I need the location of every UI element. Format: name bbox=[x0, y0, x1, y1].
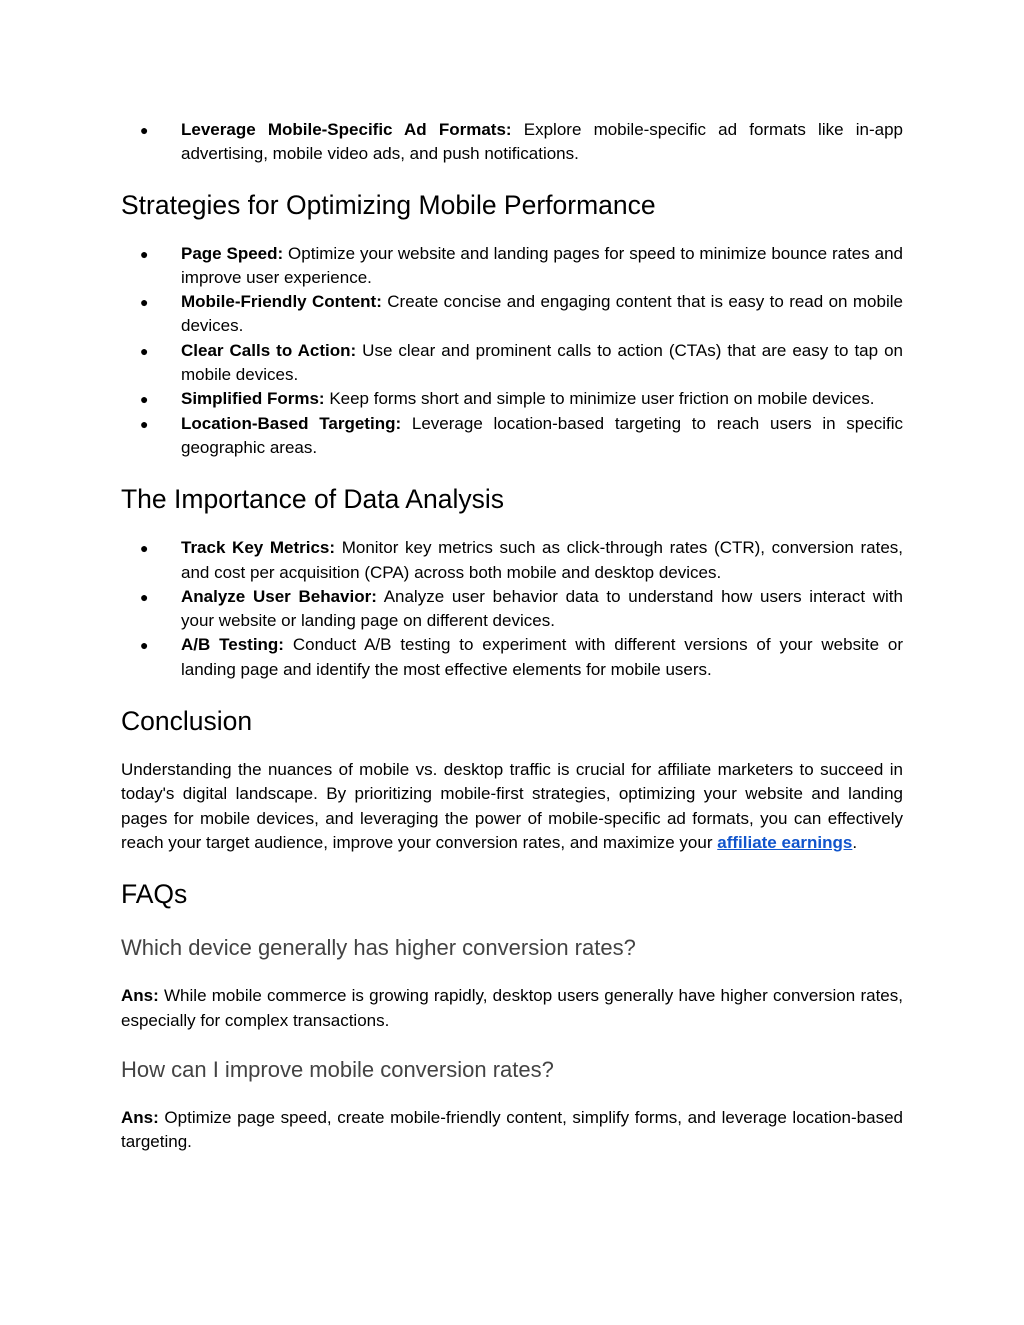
conclusion-text: Understanding the nuances of mobile vs. desktop traffic is crucial for affiliate marketers to succeed in today's digital landscape. By prioritizing mobile-first strategies, optimizing your website and landing pages for mobile devices, and leveraging the power of mobile-specific ad formats, you can effectively reach your target audience, improve your conversion rates, and maximize your bbox=[121, 760, 903, 852]
bullet-icon: ● bbox=[140, 588, 149, 605]
list-item-text: Keep forms short and simple to minimize user friction on mobile devices. bbox=[329, 389, 875, 409]
list-item-text: Monitor key metrics such as click-through rates (CTR), conversion rates, and cost per acquisition (CPA) across both mobile and desktop devices. bbox=[181, 538, 904, 582]
bullet-icon: ● bbox=[140, 342, 149, 359]
list-item-text: Optimize your website and landing pages for speed to minimize bounce rates and improve user experience. bbox=[181, 243, 903, 287]
strategies-list bbox=[121, 242, 903, 461]
faq-answer-text: While mobile commerce is growing rapidly, desktop users generally have higher conversion rates, especially for complex transactions. bbox=[121, 986, 903, 1030]
list-item-term: Clear Calls to Action: bbox=[181, 340, 357, 360]
faq-answer-text: Optimize page speed, create mobile-friendly content, simplify forms, and leverage location-based targeting. bbox=[121, 1107, 903, 1152]
list-item-text: Use clear and prominent calls to action (CTAs) that are easy to tap on mobile devices. bbox=[181, 340, 903, 385]
list-item bbox=[121, 118, 903, 167]
document-content bbox=[121, 118, 903, 1154]
list-item bbox=[121, 585, 903, 634]
list-item-term: Mobile-Friendly Content: bbox=[181, 292, 382, 312]
list-item bbox=[121, 412, 903, 461]
list-item bbox=[121, 633, 903, 682]
list-item-term: A/B Testing: bbox=[181, 635, 284, 655]
list-item bbox=[121, 290, 903, 339]
bullet-icon: ● bbox=[140, 294, 149, 311]
faq-answer-label: Ans: bbox=[121, 986, 159, 1006]
list-item bbox=[121, 387, 903, 411]
bullet-icon: ● bbox=[140, 245, 149, 262]
faq-answer bbox=[121, 1106, 903, 1155]
list-item-term: Simplified Forms: bbox=[181, 389, 325, 409]
list-item-term: Analyze User Behavior: bbox=[181, 586, 377, 606]
list-item-text: Analyze user behavior data to understand how users interact with your website or landing page on different devices. bbox=[181, 586, 903, 631]
list-item-term: Leverage Mobile-Specific Ad Formats: bbox=[181, 120, 512, 139]
list-item bbox=[121, 242, 903, 291]
faq-answer-label: Ans: bbox=[121, 1107, 159, 1127]
list-item bbox=[121, 339, 903, 388]
list-item-text: Create concise and engaging content that is easy to read on mobile devices. bbox=[181, 292, 903, 336]
conclusion-text-end: . bbox=[852, 832, 858, 852]
list-item-term: Location-Based Targeting: bbox=[181, 413, 402, 433]
list-item-text: Explore mobile-specific ad formats like in-app advertising, mobile video ads, and push notifications. bbox=[181, 120, 903, 164]
faq-question: Which device generally has higher conversion rates? bbox=[121, 935, 636, 961]
faq-answer bbox=[121, 984, 903, 1033]
list-item-term: Track Key Metrics: bbox=[181, 538, 336, 558]
strategies-heading: Strategies for Optimizing Mobile Performance bbox=[121, 189, 656, 220]
bullet-icon: ● bbox=[140, 637, 149, 654]
bullet-icon: ● bbox=[140, 391, 149, 408]
top-bullet-list bbox=[121, 118, 903, 167]
bullet-icon: ● bbox=[140, 415, 149, 432]
bullet-icon: ● bbox=[140, 540, 149, 557]
list-item bbox=[121, 536, 903, 585]
list-item-text: Conduct A/B testing to experiment with different versions of your website or landing page and identify the most effective elements for mobile users. bbox=[181, 635, 903, 679]
bullet-icon: ● bbox=[140, 122, 149, 138]
conclusion-paragraph bbox=[121, 758, 903, 855]
data-analysis-heading: The Importance of Data Analysis bbox=[121, 484, 504, 515]
faq-question: How can I improve mobile conversion rates? bbox=[121, 1056, 554, 1082]
conclusion-heading: Conclusion bbox=[121, 706, 253, 737]
affiliate-earnings-link[interactable]: affiliate earnings bbox=[717, 832, 853, 852]
list-item-text: Leverage location-based targeting to reach users in specific geographic areas. bbox=[181, 413, 903, 457]
faqs-heading: FAQs bbox=[121, 879, 188, 910]
data-analysis-list bbox=[121, 536, 903, 682]
list-item-term: Page Speed: bbox=[181, 243, 284, 263]
